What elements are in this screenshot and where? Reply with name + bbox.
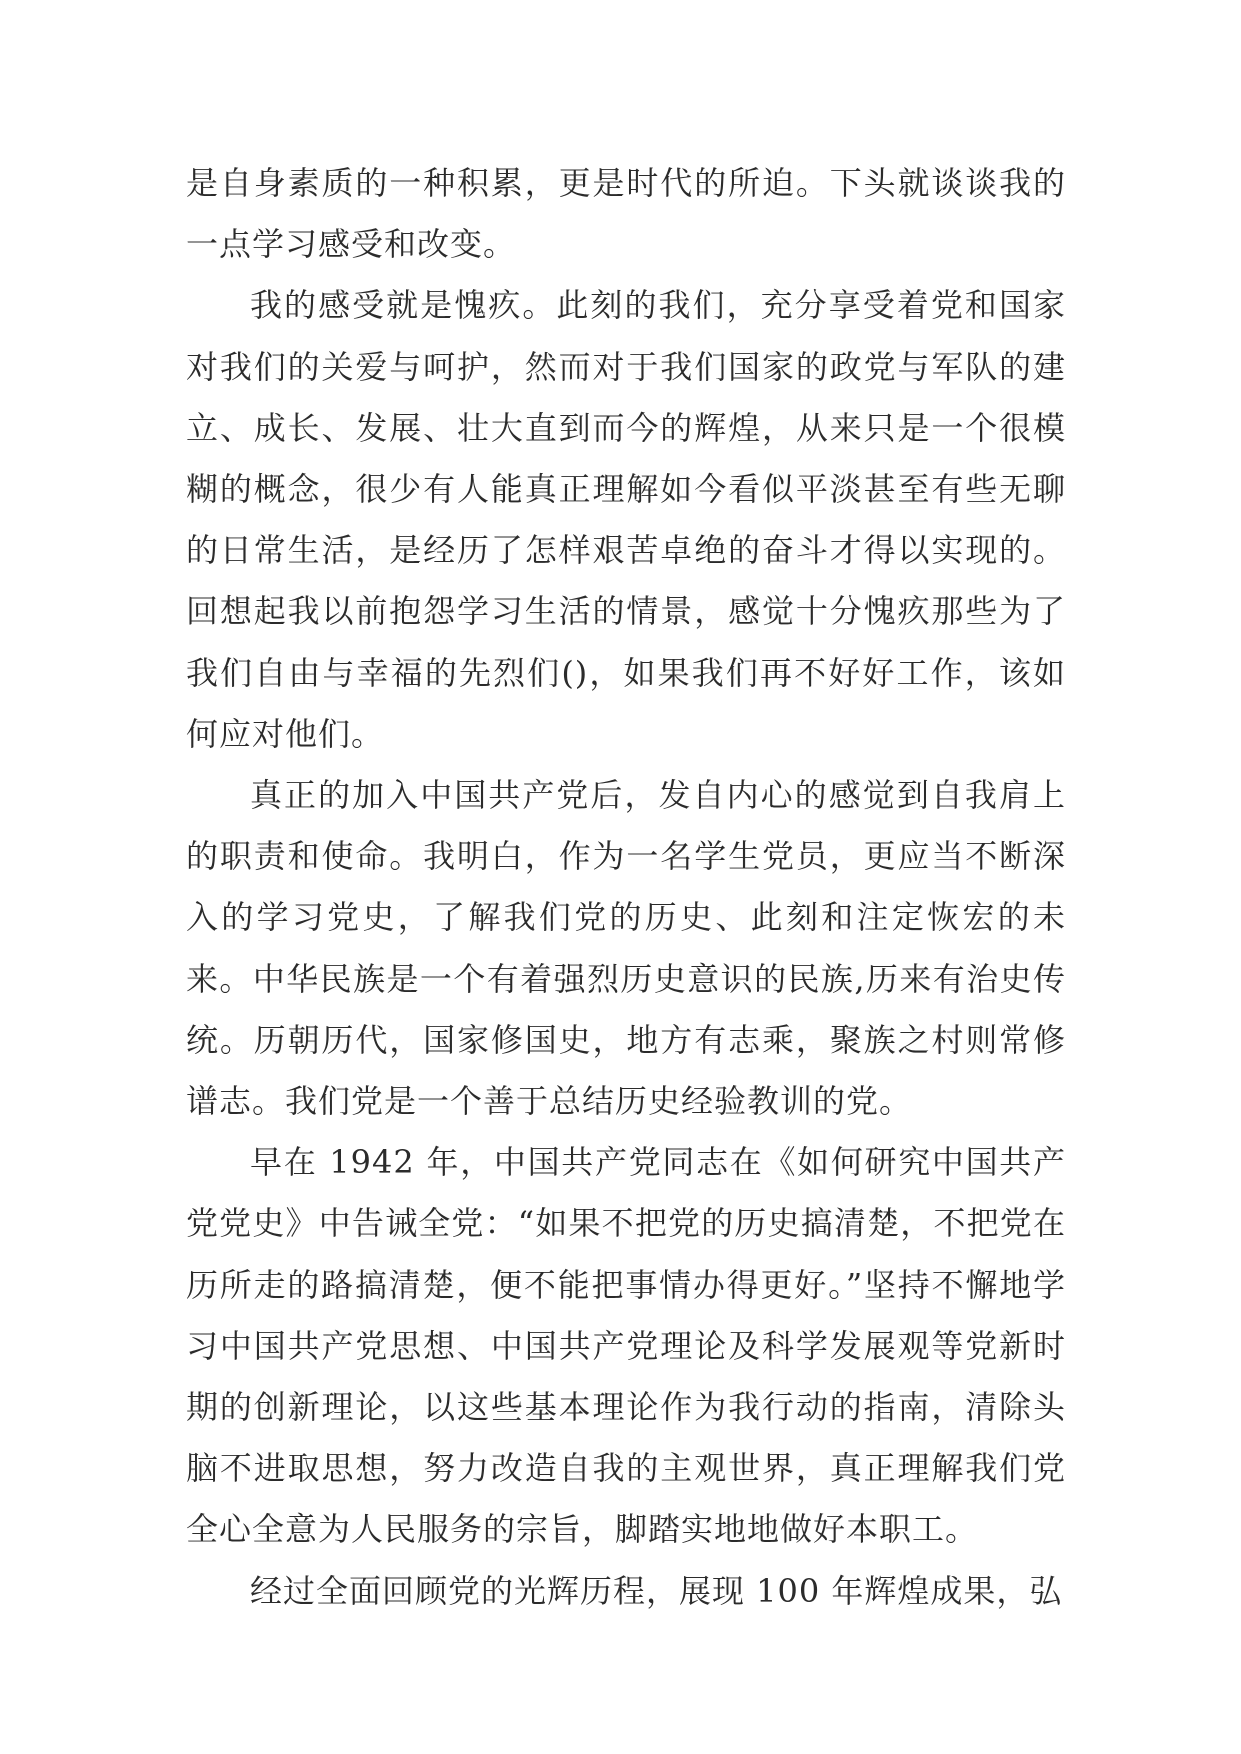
paragraph-1: 是自身素质的一种积累，更是时代的所迫。下头就谈谈我的一点学习感受和改变。	[186, 164, 1066, 264]
paragraph-2: 我的感受就是愧疚。此刻的我们，充分享受着党和国家对我们的关爱与呵护，然而对于我们国家的政党与军队的建立、成长、发展、壮大直到而今的辉煌，从来只是一个很模糊的概念，很少有人能真正理解如今看似平淡甚至有些无聊的日常生活，是经历了怎样艰苦卓绝的奋斗才得以实现的。回想起我以前抱怨学习生活的情景，感觉十分愧疚那些为了我们自由与幸福的先烈们()，如果我们再不好好工作，该如何应对他们。	[186, 286, 1066, 753]
document-body	[186, 153, 1066, 1622]
paragraph-4: 早在 1942 年，中国共产党同志在《如何研究中国共产党党史》中告诫全党：“如果不把党的历史搞清楚，不把党在历所走的路搞清楚，便不能把事情办得更好。”坚持不懈地学习中国共产党思想、中国共产党理论及科学发展观等党新时期的创新理论，以这些基本理论作为我行动的指南，清除头脑不进取思想，努力改造自我的主观世界，真正理解我们党全心全意为人民服务的宗旨，脚踏实地地做好本职工。	[186, 1143, 1066, 1549]
paragraph-3: 真正的加入中国共产党后，发自内心的感觉到自我肩上的职责和使命。我明白，作为一名学生党员，更应当不断深入的学习党史，了解我们党的历史、此刻和注定恢宏的未来。中华民族是一个有着强烈历史意识的民族,历来有治史传统。历朝历代，国家修国史，地方有志乘，聚族之村则常修谱志。我们党是一个善于总结历史经验教训的党。	[186, 776, 1066, 1121]
paragraph-5: 经过全面回顾党的光辉历程，展现 100 年辉煌成果，弘	[250, 1571, 1063, 1610]
